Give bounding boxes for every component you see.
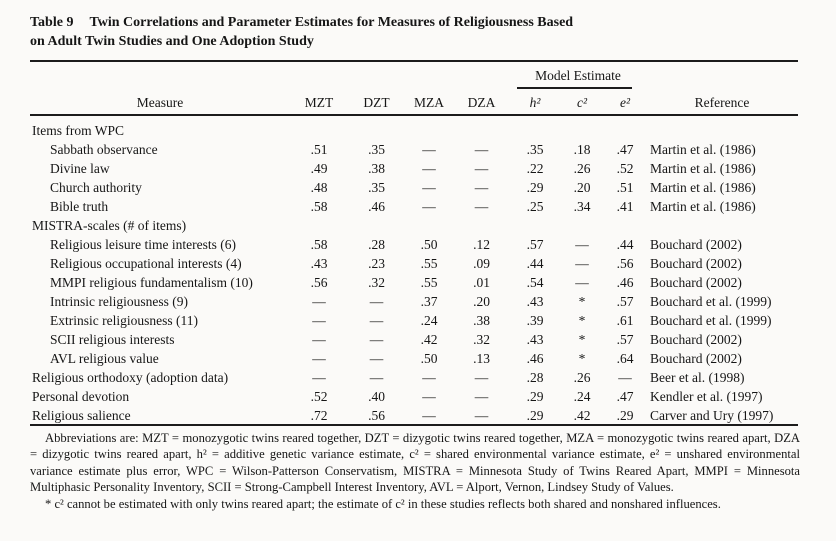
- table-row: [30, 178, 798, 197]
- c2-cell: —: [575, 274, 589, 290]
- h2-cell: .22: [526, 160, 544, 176]
- table-title-line2: on Adult Twin Studies and One Adoption Study: [30, 34, 314, 49]
- dzt-cell: —: [369, 331, 384, 347]
- h2-cell: .39: [526, 312, 544, 328]
- dzt-cell: .38: [368, 160, 385, 176]
- table-title-text: Twin Correlations and Parameter Estimates for Measures of Religiousness Based: [89, 15, 574, 30]
- reference-cell: Martin et al. (1986): [650, 141, 756, 157]
- mzt-cell: .51: [310, 141, 328, 157]
- measure-cell: MISTRA-scales (# of items): [32, 217, 187, 233]
- mzt-cell: .58: [310, 198, 328, 214]
- table-footnotes: [30, 430, 800, 512]
- mza-cell: —: [422, 160, 436, 176]
- table-row: [30, 235, 798, 254]
- c2-cell: *: [578, 350, 586, 366]
- h2-cell: .54: [526, 274, 544, 290]
- dza-cell: —: [474, 407, 489, 423]
- mza-cell: —: [422, 141, 436, 157]
- mza-cell: —: [422, 369, 436, 385]
- reference-cell: Beer et al. (1998): [650, 369, 745, 385]
- mza-cell: .50: [420, 350, 438, 366]
- mzt-cell: .56: [310, 274, 328, 290]
- measure-cell: MMPI religious fundamentalism (10): [50, 274, 253, 290]
- e2-cell: .57: [616, 331, 634, 347]
- e2-cell: .47: [616, 141, 634, 157]
- reference-cell: Bouchard (2002): [650, 350, 742, 366]
- h2-cell: .28: [526, 369, 544, 385]
- measure-cell: Bible truth: [50, 198, 109, 214]
- mza-cell: —: [422, 388, 436, 404]
- dzt-cell: —: [369, 293, 384, 309]
- c2-cell: .20: [573, 179, 591, 195]
- table-row: [30, 197, 798, 216]
- e2-cell: .61: [616, 312, 634, 328]
- measure-cell: Divine law: [50, 160, 110, 176]
- mza-cell: .42: [420, 331, 438, 347]
- e2-cell: —: [618, 369, 632, 385]
- column-header-mza: MZA: [414, 95, 444, 110]
- e2-cell: .56: [616, 255, 634, 271]
- h2-cell: .25: [526, 198, 544, 214]
- column-header-dza: DZA: [467, 95, 496, 110]
- table-row: [30, 140, 798, 159]
- e2-cell: .52: [616, 160, 634, 176]
- measure-cell: Religious salience: [32, 407, 131, 423]
- measure-cell: AVL religious value: [50, 350, 159, 366]
- table-row: [30, 368, 798, 387]
- dza-cell: —: [474, 388, 489, 404]
- mza-cell: —: [422, 198, 436, 214]
- dza-cell: .38: [473, 312, 490, 328]
- column-header-mzt: MZT: [304, 95, 334, 110]
- c2-cell: *: [578, 312, 586, 328]
- mza-cell: .55: [420, 255, 438, 271]
- abbreviations-note: Abbreviations are: MZT = monozygotic twins reared together, DZT = dizygotic twins reared together, MZA = monozygotic twins reared apart, DZA = dizygotic twins reared apart, h² = additive genetic variance estimate, c² = shared environmental variance estimate, e² = unshared environmental variance estimate plus error, WPC = Wilson-Patterson Conservatism, MISTRA = Minnesota Study of Twins Reared Apart, MMPI = Minnesota Multiphasic Personality Inventory, SCII = Strong-Campbell Interest Inventory, AVL = Alport, Vernon, Lindsey Study of Values.: [30, 431, 800, 495]
- dzt-cell: .35: [368, 141, 385, 157]
- c2-cell: .24: [573, 388, 591, 404]
- table-row: [30, 311, 798, 330]
- mzt-cell: .72: [310, 407, 328, 423]
- h2-cell: .46: [526, 350, 544, 366]
- bottom-rule: [30, 424, 798, 426]
- reference-cell: Kendler et al. (1997): [650, 388, 763, 404]
- measure-cell: Personal devotion: [32, 388, 130, 404]
- reference-cell: Bouchard et al. (1999): [650, 293, 772, 309]
- dzt-cell: .56: [368, 407, 385, 423]
- c2-cell: .26: [573, 160, 591, 176]
- mza-cell: .37: [420, 293, 438, 309]
- dzt-cell: .40: [368, 388, 385, 404]
- mzt-cell: .48: [310, 179, 328, 195]
- measure-cell: Religious occupational interests (4): [50, 255, 242, 271]
- table-number-label: Table 9: [30, 15, 74, 30]
- dza-cell: —: [474, 141, 489, 157]
- column-header-h2: h²: [529, 95, 541, 110]
- e2-cell: .64: [616, 350, 634, 366]
- dzt-cell: .35: [368, 179, 385, 195]
- c2-cell: *: [578, 293, 586, 309]
- table-row: [30, 349, 798, 368]
- mza-cell: —: [422, 407, 436, 423]
- reference-cell: Bouchard et al. (1999): [650, 312, 772, 328]
- dzt-cell: .23: [368, 255, 385, 271]
- dzt-cell: .46: [368, 198, 385, 214]
- e2-cell: .44: [616, 236, 634, 252]
- mzt-cell: —: [312, 350, 326, 366]
- column-header-reference: Reference: [694, 95, 750, 110]
- reference-cell: Bouchard (2002): [650, 331, 742, 347]
- dzt-cell: —: [369, 312, 384, 328]
- h2-cell: .44: [526, 255, 544, 271]
- dza-cell: —: [474, 179, 489, 195]
- h2-cell: .57: [526, 236, 544, 252]
- dza-cell: .12: [473, 236, 490, 252]
- dzt-cell: —: [369, 350, 384, 366]
- mza-cell: .55: [420, 274, 438, 290]
- c2-cell: .26: [573, 369, 591, 385]
- reference-cell: Bouchard (2002): [650, 274, 742, 290]
- table-row: [30, 387, 798, 406]
- dza-cell: .20: [473, 293, 490, 309]
- mzt-cell: .49: [310, 160, 328, 176]
- c2-cell: .42: [573, 407, 591, 423]
- top-rule: [30, 60, 798, 62]
- model-estimate-spanner: Model Estimate: [535, 68, 621, 83]
- measure-cell: SCII religious interests: [50, 331, 175, 347]
- measure-cell: Religious orthodoxy (adoption data): [32, 369, 229, 385]
- mzt-cell: .58: [310, 236, 328, 252]
- reference-cell: Bouchard (2002): [650, 255, 742, 271]
- dza-cell: —: [474, 369, 489, 385]
- h2-cell: .43: [526, 293, 544, 309]
- mza-cell: .50: [420, 236, 438, 252]
- table-row: [30, 159, 798, 178]
- reference-cell: Martin et al. (1986): [650, 160, 756, 176]
- reference-cell: Bouchard (2002): [650, 236, 742, 252]
- mzt-cell: —: [312, 312, 326, 328]
- h2-cell: .35: [526, 141, 544, 157]
- measure-cell: Sabbath observance: [50, 141, 158, 157]
- h2-cell: .29: [526, 179, 544, 195]
- h2-cell: .29: [526, 388, 544, 404]
- mzt-cell: .52: [310, 388, 328, 404]
- table-body: [30, 121, 798, 425]
- dza-cell: .13: [473, 350, 490, 366]
- dza-cell: .09: [473, 255, 490, 271]
- e2-cell: .41: [616, 198, 634, 214]
- dza-cell: —: [474, 160, 489, 176]
- table-row: [30, 406, 798, 425]
- reference-cell: Carver and Ury (1997): [650, 407, 774, 423]
- c2-cell: —: [575, 255, 589, 271]
- table-row: [30, 330, 798, 349]
- table-row: [30, 292, 798, 311]
- dzt-cell: —: [369, 369, 384, 385]
- reference-cell: Martin et al. (1986): [650, 179, 756, 195]
- mzt-cell: .43: [310, 255, 328, 271]
- dzt-cell: .32: [368, 274, 385, 290]
- table-row: [30, 273, 798, 292]
- reference-cell: Martin et al. (1986): [650, 198, 756, 214]
- mza-cell: .24: [420, 312, 438, 328]
- mzt-cell: —: [312, 369, 326, 385]
- dza-cell: .01: [473, 274, 490, 290]
- table-section-row: [30, 216, 798, 235]
- header-rule: [30, 114, 798, 116]
- dzt-cell: .28: [368, 236, 385, 252]
- measure-cell: Extrinsic religiousness (11): [50, 312, 198, 328]
- c2-cell: —: [575, 236, 589, 252]
- e2-cell: .47: [616, 388, 634, 404]
- e2-cell: .29: [616, 407, 634, 423]
- h2-cell: .43: [526, 331, 544, 347]
- e2-cell: .46: [616, 274, 634, 290]
- table-section-row: [30, 121, 798, 140]
- c2-cell: *: [578, 331, 586, 347]
- mzt-cell: —: [312, 331, 326, 347]
- measure-cell: Items from WPC: [32, 122, 124, 138]
- spanner-underline: [517, 87, 632, 89]
- table-title: [30, 13, 775, 51]
- c2-cell: .18: [573, 141, 591, 157]
- dza-cell: —: [474, 198, 489, 214]
- h2-cell: .29: [526, 407, 544, 423]
- mzt-cell: —: [312, 293, 326, 309]
- column-header-measure: Measure: [136, 95, 184, 110]
- measure-cell: Religious leisure time interests (6): [50, 236, 236, 252]
- measure-cell: Church authority: [50, 179, 142, 195]
- c2-cell: .34: [573, 198, 591, 214]
- measure-cell: Intrinsic religiousness (9): [50, 293, 188, 309]
- e2-cell: .51: [616, 179, 634, 195]
- column-header-dzt: DZT: [363, 95, 390, 110]
- column-header-c2: c²: [576, 95, 588, 110]
- e2-cell: .57: [616, 293, 634, 309]
- table-row: [30, 254, 798, 273]
- column-header-e2: e²: [619, 95, 631, 110]
- dza-cell: .32: [473, 331, 490, 347]
- asterisk-note: * c² cannot be estimated with only twins reared apart; the estimate of c² in these studies reflects both shared and nonshared influences.: [45, 496, 721, 511]
- mza-cell: —: [422, 179, 436, 195]
- table-title-line1: [30, 13, 775, 32]
